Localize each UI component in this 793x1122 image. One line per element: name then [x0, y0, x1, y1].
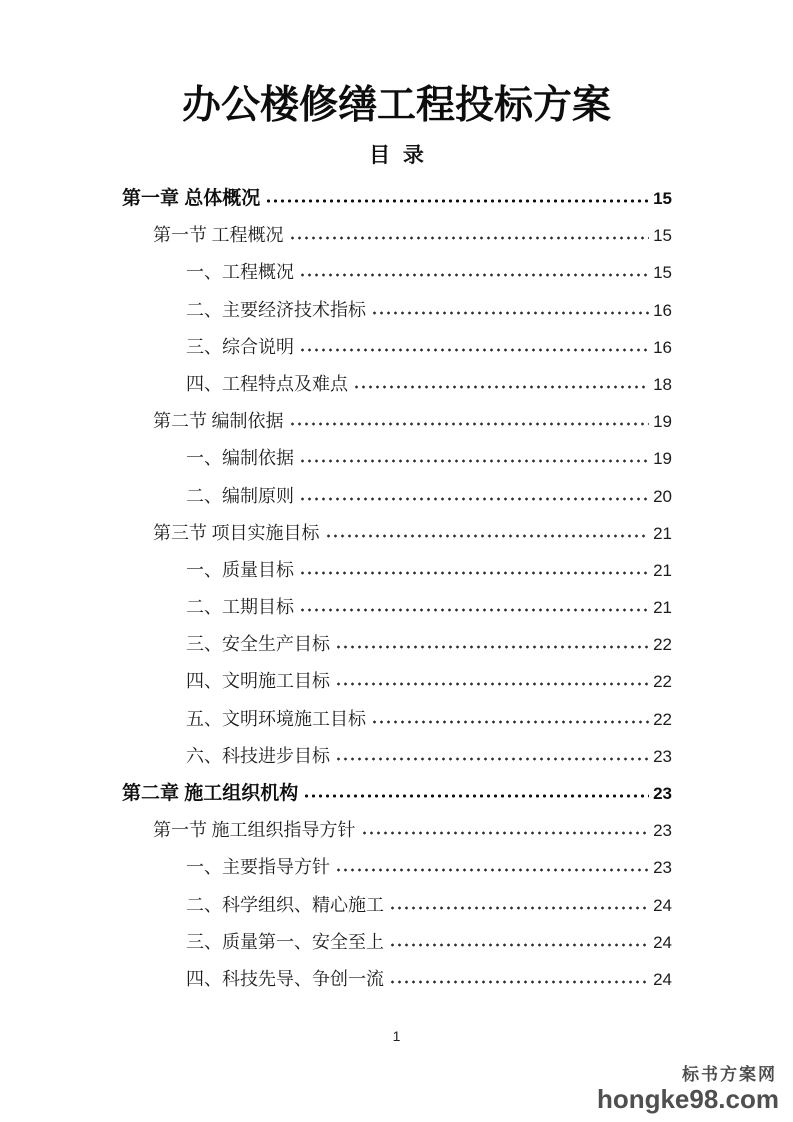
toc-entry[interactable]	[121, 812, 672, 849]
toc-entry[interactable]	[121, 478, 672, 515]
toc-entry[interactable]	[121, 961, 672, 998]
toc-entry-label: 一、质量目标	[186, 559, 294, 580]
toc-entry[interactable]	[121, 589, 672, 626]
toc-entry-page: 24	[653, 932, 672, 952]
toc-entry[interactable]	[121, 701, 672, 738]
toc-entry-label: 二、科学组织、精心施工	[186, 894, 384, 915]
toc-entry[interactable]	[121, 440, 672, 477]
toc-entry[interactable]	[121, 887, 672, 924]
toc-entry[interactable]	[121, 180, 672, 217]
toc-entry-label: 一、主要指导方针	[186, 857, 330, 878]
toc-entry-page: 16	[653, 337, 672, 357]
toc-entry-label: 一、编制依据	[186, 448, 294, 469]
toc-entry-label: 二、工期目标	[186, 597, 294, 618]
toc-entry-page: 21	[653, 560, 672, 580]
toc-entry-page: 19	[653, 412, 672, 432]
toc-dot-leader	[389, 979, 649, 985]
toc-dot-leader	[299, 272, 649, 278]
toc-entry-page: 23	[653, 821, 672, 841]
toc-dot-leader	[389, 905, 649, 911]
toc-entry-label: 三、质量第一、安全至上	[186, 931, 384, 952]
toc-entry-page: 22	[653, 672, 672, 692]
toc-dot-leader	[325, 533, 650, 539]
toc-entry-page: 24	[653, 969, 672, 989]
toc-entry-label: 第二节 编制依据	[153, 411, 284, 432]
toc-dot-leader	[299, 496, 649, 502]
toc-entry-label: 第三节 项目实施目标	[153, 522, 320, 543]
watermark-site-url: hongke98.com	[596, 1084, 779, 1114]
watermark-site-name: 标书方案网	[682, 1065, 777, 1084]
toc-dot-leader	[371, 310, 649, 316]
toc-entry[interactable]	[121, 849, 672, 886]
toc-entry[interactable]	[121, 626, 672, 663]
toc-entry-page: 23	[653, 784, 672, 804]
toc-entry[interactable]	[121, 775, 672, 812]
toc-dot-leader	[389, 942, 649, 948]
toc-entry-label: 三、综合说明	[186, 336, 294, 357]
toc-entry[interactable]	[121, 403, 672, 440]
toc-entry-label: 第一节 工程概况	[153, 225, 284, 246]
toc-dot-leader	[299, 458, 649, 464]
toc-entry-page: 23	[653, 858, 672, 878]
toc-entry-page: 18	[653, 374, 672, 394]
toc-dot-leader	[361, 830, 650, 836]
document-title: 办公楼修缮工程投标方案	[181, 84, 611, 127]
toc-entry[interactable]	[121, 292, 672, 329]
toc-dot-leader	[265, 198, 649, 204]
toc-dot-leader	[299, 607, 649, 613]
toc-entry-label: 一、工程概况	[186, 262, 294, 283]
toc-entry-page: 15	[653, 189, 672, 209]
toc-entry-page: 21	[653, 598, 672, 618]
toc-entry-page: 15	[653, 226, 672, 246]
toc-entry[interactable]	[121, 552, 672, 589]
toc-entry[interactable]	[121, 924, 672, 961]
toc-entry[interactable]	[121, 329, 672, 366]
toc-dot-leader	[335, 681, 649, 687]
toc-dot-leader	[353, 384, 649, 390]
toc-dot-leader	[299, 347, 649, 353]
toc-entry-label: 第二章 施工组织机构	[122, 783, 299, 805]
toc-entry-label: 第一章 总体概况	[122, 188, 261, 210]
toc-entry-page: 21	[653, 523, 672, 543]
toc-entry-page: 19	[653, 449, 672, 469]
toc-dot-leader	[335, 867, 649, 873]
toc-entry-label: 四、工程特点及难点	[186, 373, 348, 394]
toc-dot-leader	[299, 570, 649, 576]
toc-list	[121, 180, 672, 998]
toc-dot-leader	[335, 756, 649, 762]
toc-heading: 目 录	[369, 143, 424, 167]
toc-entry-label: 四、文明施工目标	[186, 671, 330, 692]
toc-entry-page: 22	[653, 635, 672, 655]
toc-entry[interactable]	[121, 254, 672, 291]
toc-entry-label: 二、编制原则	[186, 485, 294, 506]
watermark	[597, 1066, 779, 1112]
toc-dot-leader	[335, 644, 649, 650]
toc-entry-label: 三、安全生产目标	[186, 634, 330, 655]
toc-entry-label: 第一节 施工组织指导方针	[153, 820, 356, 841]
toc-dot-leader	[289, 421, 650, 427]
toc-dot-leader	[289, 235, 650, 241]
toc-entry-label: 六、科技进步目标	[186, 745, 330, 766]
toc-dot-leader	[303, 793, 649, 799]
toc-entry-page: 20	[653, 486, 672, 506]
toc-entry-page: 15	[653, 263, 672, 283]
toc-entry-page: 23	[653, 746, 672, 766]
toc-dot-leader	[371, 719, 649, 725]
toc-entry-label: 五、文明环境施工目标	[186, 708, 366, 729]
toc-entry[interactable]	[121, 366, 672, 403]
toc-entry[interactable]	[121, 738, 672, 775]
toc-entry[interactable]	[121, 663, 672, 700]
toc-entry-page: 24	[653, 895, 672, 915]
toc-entry-page: 16	[653, 300, 672, 320]
footer-page-number: 1	[392, 1028, 401, 1044]
toc-entry-label: 四、科技先导、争创一流	[186, 968, 384, 989]
toc-entry-label: 二、主要经济技术指标	[186, 299, 366, 320]
toc-entry-page: 22	[653, 709, 672, 729]
toc-entry[interactable]	[121, 217, 672, 254]
toc-entry[interactable]	[121, 515, 672, 552]
